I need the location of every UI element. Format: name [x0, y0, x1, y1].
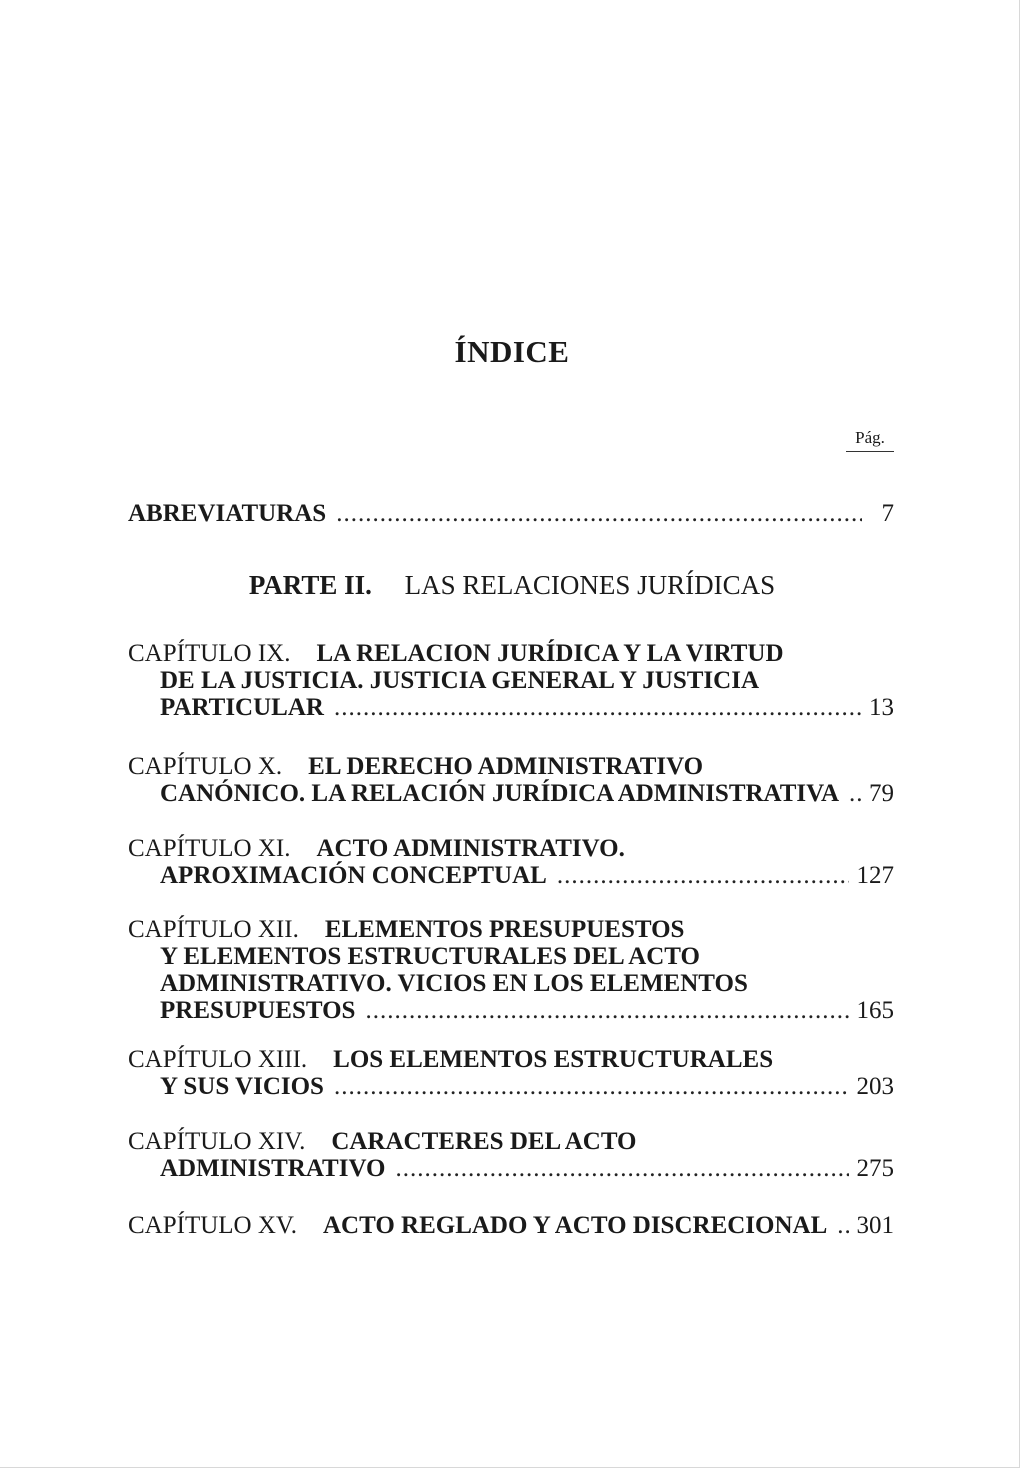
chapter-title-line: Y SUS VICIOS: [160, 1073, 324, 1100]
chapter-title-line: LA RELACION JURÍDICA Y LA VIRTUD: [316, 640, 784, 667]
toc-entry-chapter-xii[interactable]: [128, 916, 894, 1024]
toc-page-number: 79: [869, 780, 894, 807]
chapter-number: CAPÍTULO XIII.: [128, 1046, 308, 1073]
chapter-title-line: DE LA JUSTICIA. JUSTICIA GENERAL Y JUSTICIA: [160, 667, 759, 694]
page-title: ÍNDICE: [454, 334, 570, 369]
dot-leader: [334, 694, 861, 721]
chapter-title-line: ELEMENTOS PRESUPUESTOS: [324, 916, 685, 943]
chapter-title-line: PARTICULAR: [160, 694, 324, 721]
dot-leader: [336, 500, 862, 527]
chapter-title-line: CANÓNICO. LA RELACIÓN JURÍDICA ADMINISTRATIVA: [160, 780, 840, 807]
chapter-number: CAPÍTULO XII.: [128, 916, 299, 943]
part-heading: [0, 570, 1024, 601]
chapter-title-line: EL DERECHO ADMINISTRATIVO: [308, 753, 704, 780]
chapter-number: CAPÍTULO XV.: [128, 1212, 297, 1239]
chapter-number: CAPÍTULO XI.: [128, 835, 291, 862]
dot-leader: [395, 1155, 848, 1182]
part-title: LAS RELACIONES JURÍDICAS: [404, 570, 776, 600]
toc-page-number: 165: [856, 997, 894, 1024]
part-label: PARTE II.: [248, 570, 372, 600]
chapter-title-line: CARACTERES DEL ACTO: [331, 1128, 637, 1155]
chapter-number: CAPÍTULO X.: [128, 753, 283, 780]
toc-page-number: 127: [856, 862, 894, 889]
toc-page-number: 301: [856, 1212, 894, 1239]
page-column-label: Pág.: [846, 428, 894, 452]
toc-entry-label: ABREVIATURAS: [128, 500, 327, 527]
chapter-number: CAPÍTULO IX.: [128, 640, 291, 667]
chapter-title-line: Y ELEMENTOS ESTRUCTURALES DEL ACTO: [160, 943, 700, 970]
dot-leader: [849, 780, 861, 807]
toc-page-number: 7: [881, 500, 894, 527]
toc-page-number: 203: [856, 1073, 894, 1100]
toc-entry-chapter-x[interactable]: [128, 753, 894, 807]
toc-entry-chapter-xiii[interactable]: [128, 1046, 894, 1100]
dot-leader: [365, 997, 848, 1024]
dot-leader: [837, 1212, 848, 1239]
dot-leader: [557, 862, 849, 889]
toc-page-number: 275: [856, 1155, 894, 1182]
toc-entry-chapter-xv[interactable]: [128, 1212, 894, 1239]
chapter-title-line: ADMINISTRATIVO: [160, 1155, 386, 1182]
chapter-title-line: ACTO ADMINISTRATIVO.: [316, 835, 625, 862]
toc-entry-abreviaturas[interactable]: [128, 500, 894, 527]
chapter-number: CAPÍTULO XIV.: [128, 1128, 306, 1155]
toc-entry-chapter-ix[interactable]: [128, 640, 894, 721]
toc-page-number: 13: [869, 694, 894, 721]
dot-leader: [334, 1073, 849, 1100]
toc-entry-chapter-xiv[interactable]: [128, 1128, 894, 1182]
chapter-title-line: ACTO REGLADO Y ACTO DISCRECIONAL: [323, 1212, 828, 1239]
chapter-title-line: LOS ELEMENTOS ESTRUCTURALES: [333, 1046, 774, 1073]
chapter-title-line: ADMINISTRATIVO. VICIOS EN LOS ELEMENTOS: [160, 970, 748, 997]
chapter-title-line: APROXIMACIÓN CONCEPTUAL: [160, 862, 547, 889]
toc-entry-chapter-xi[interactable]: [128, 835, 894, 889]
chapter-title-line: PRESUPUESTOS: [160, 997, 356, 1024]
